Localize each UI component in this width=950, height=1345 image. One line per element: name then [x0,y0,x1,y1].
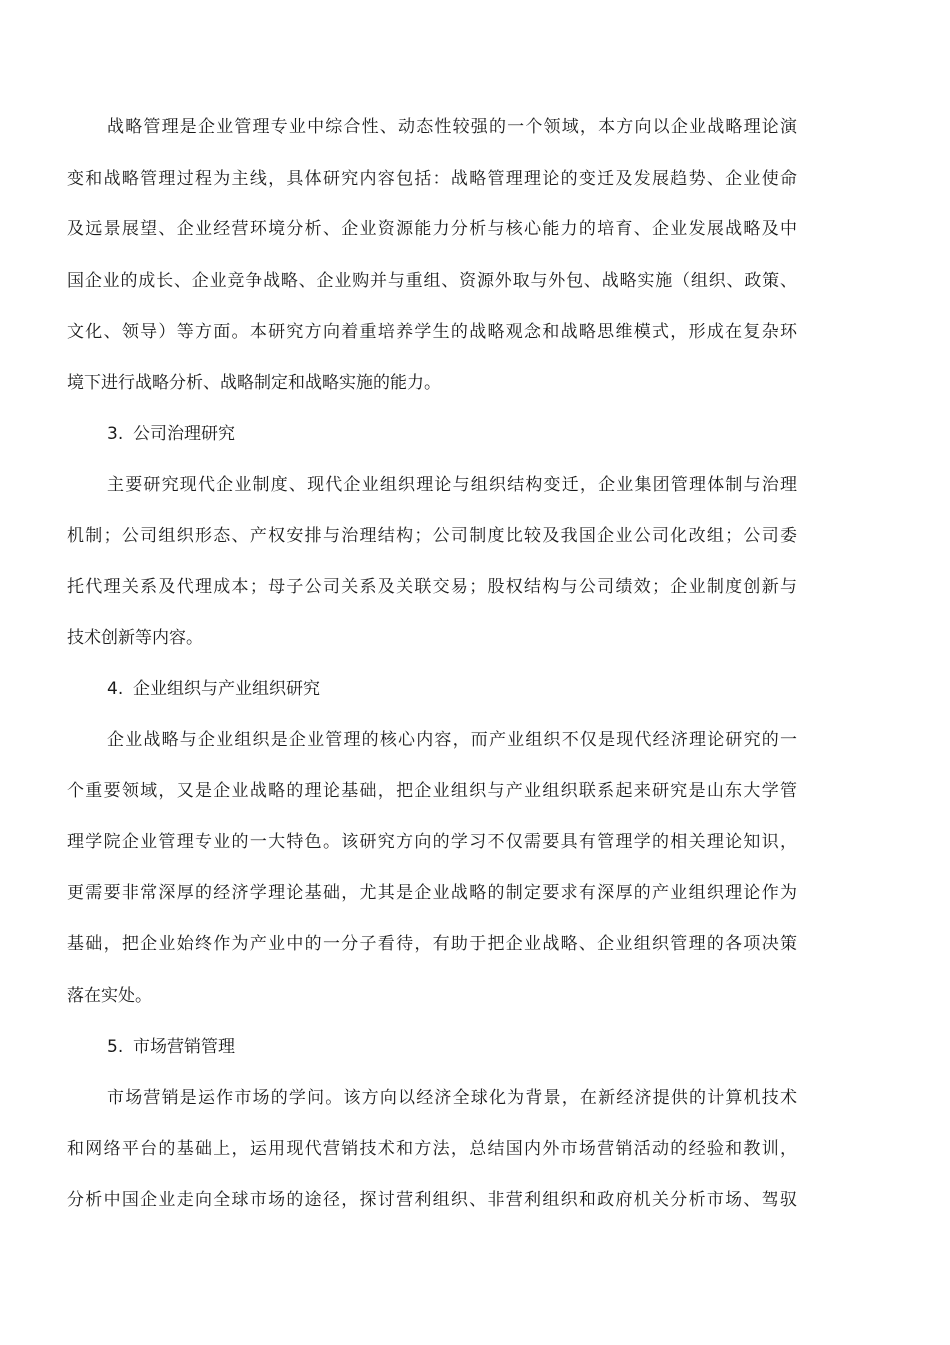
section-number: 3. [107,424,124,444]
paragraph-line: 市场营销是运作市场的学问。该方向以经济全球化为背景，在新经济提供的计算机技术 [107,1088,797,1108]
paragraph-line: 战略管理是企业管理专业中综合性、动态性较强的一个领域，本方向以企业战略理论演 [107,117,797,137]
paragraph-line: 企业战略与企业组织是企业管理的核心内容，而产业组织不仅是现代经济理论研究的一 [107,730,797,750]
paragraph-line: 基础，把企业始终作为产业中的一分子看待，有助于把企业战略、企业组织管理的各项决策 [67,934,797,954]
paragraph-line: 变和战略管理过程为主线，具体研究内容包括：战略管理理论的变迁及发展趋势、企业使命 [67,169,797,189]
section-heading-5 [107,1032,235,1062]
section-number: 4. [107,679,124,699]
paragraph-line: 个重要领域，又是企业战略的理论基础，把企业组织与产业组织联系起来研究是山东大学管 [67,781,797,801]
section-heading-3 [107,419,235,449]
paragraph-line: 托代理关系及代理成本；母子公司关系及关联交易；股权结构与公司绩效；企业制度创新与 [67,577,797,597]
paragraph-line: 及远景展望、企业经营环境分析、企业资源能力分析与核心能力的培育、企业发展战略及中 [67,219,797,239]
paragraph-line: 文化、领导）等方面。本研究方向着重培养学生的战略观念和战略思维模式，形成在复杂环 [67,322,797,342]
paragraph-line: 理学院企业管理专业的一大特色。该研究方向的学习不仅需要具有管理学的相关理论知识， [67,832,797,852]
paragraph-line: 国企业的成长、企业竞争战略、企业购并与重组、资源外取与外包、战略实施（组织、政策、 [67,271,797,291]
section-heading-4 [107,674,320,704]
section-title: 市场营销管理 [133,1037,235,1057]
section-title: 公司治理研究 [133,424,235,444]
paragraph-line: 分析中国企业走向全球市场的途径，探讨营利组织、非营利组织和政府机关分析市场、驾驭 [67,1190,797,1210]
paragraph-line: 主要研究现代企业制度、现代企业组织理论与组织结构变迁，企业集团管理体制与治理 [107,475,797,495]
paragraph-line: 和网络平台的基础上，运用现代营销技术和方法，总结国内外市场营销活动的经验和教训， [67,1139,797,1159]
paragraph-line: 落在实处。 [67,986,152,1006]
section-title: 企业组织与产业组织研究 [133,679,320,699]
paragraph-line: 境下进行战略分析、战略制定和战略实施的能力。 [67,373,441,393]
paragraph-line: 机制；公司组织形态、产权安排与治理结构；公司制度比较及我国企业公司化改组；公司委 [67,526,797,546]
paragraph-line: 技术创新等内容。 [67,628,203,648]
section-number: 5. [107,1037,124,1057]
paragraph-line: 更需要非常深厚的经济学理论基础，尤其是企业战略的制定要求有深厚的产业组织理论作为 [67,883,797,903]
